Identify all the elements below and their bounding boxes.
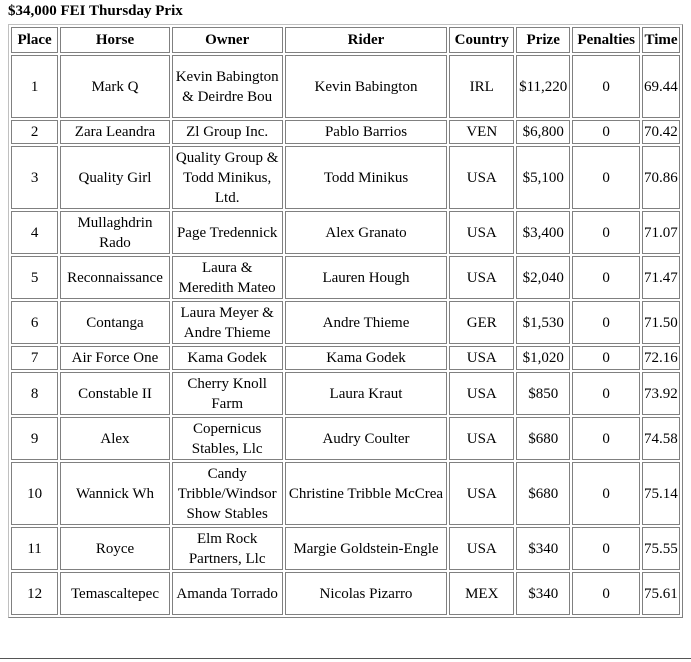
table-row xyxy=(11,346,680,370)
header-time: Time xyxy=(642,27,680,53)
cell-rider: Lauren Hough xyxy=(285,256,448,299)
cell-horse: Wannick Wh xyxy=(60,462,170,525)
cell-rider: Nicolas Pizarro xyxy=(285,572,448,615)
cell-horse: Air Force One xyxy=(60,346,170,370)
cell-horse: Zara Leandra xyxy=(60,120,170,144)
cell-place: 11 xyxy=(11,527,58,570)
cell-time: 71.50 xyxy=(642,301,680,344)
cell-country: USA xyxy=(449,527,514,570)
cell-country: USA xyxy=(449,372,514,415)
cell-penalties: 0 xyxy=(572,462,640,525)
cell-prize: $3,400 xyxy=(516,211,570,254)
cell-penalties: 0 xyxy=(572,527,640,570)
cell-penalties: 0 xyxy=(572,256,640,299)
cell-place: 3 xyxy=(11,146,58,209)
cell-country: USA xyxy=(449,417,514,460)
cell-horse: Mark Q xyxy=(60,55,170,118)
header-owner: Owner xyxy=(172,27,283,53)
cell-prize: $340 xyxy=(516,572,570,615)
header-horse: Horse xyxy=(60,27,170,53)
cell-prize: $2,040 xyxy=(516,256,570,299)
cell-place: 7 xyxy=(11,346,58,370)
cell-owner: Candy Tribble/Windsor Show Stables xyxy=(172,462,283,525)
header-country: Country xyxy=(449,27,514,53)
cell-country: USA xyxy=(449,256,514,299)
bottom-divider xyxy=(0,658,691,659)
cell-place: 1 xyxy=(11,55,58,118)
cell-owner: Laura Meyer & Andre Thieme xyxy=(172,301,283,344)
cell-time: 74.58 xyxy=(642,417,680,460)
cell-penalties: 0 xyxy=(572,572,640,615)
cell-owner: Quality Group & Todd Minikus, Ltd. xyxy=(172,146,283,209)
results-body xyxy=(11,55,680,615)
table-row xyxy=(11,146,680,209)
cell-rider: Alex Granato xyxy=(285,211,448,254)
cell-place: 8 xyxy=(11,372,58,415)
cell-time: 75.14 xyxy=(642,462,680,525)
cell-time: 71.07 xyxy=(642,211,680,254)
cell-country: USA xyxy=(449,146,514,209)
cell-owner: Amanda Torrado xyxy=(172,572,283,615)
cell-horse: Mullaghdrin Rado xyxy=(60,211,170,254)
cell-place: 2 xyxy=(11,120,58,144)
cell-place: 6 xyxy=(11,301,58,344)
table-row xyxy=(11,527,680,570)
table-row xyxy=(11,372,680,415)
cell-prize: $680 xyxy=(516,462,570,525)
table-row xyxy=(11,417,680,460)
cell-penalties: 0 xyxy=(572,346,640,370)
header-row xyxy=(11,27,680,53)
cell-rider: Pablo Barrios xyxy=(285,120,448,144)
cell-penalties: 0 xyxy=(572,120,640,144)
cell-horse: Royce xyxy=(60,527,170,570)
cell-penalties: 0 xyxy=(572,211,640,254)
header-penalties: Penalties xyxy=(572,27,640,53)
cell-place: 10 xyxy=(11,462,58,525)
table-row xyxy=(11,572,680,615)
header-place: Place xyxy=(11,27,58,53)
table-row xyxy=(11,120,680,144)
cell-prize: $5,100 xyxy=(516,146,570,209)
cell-penalties: 0 xyxy=(572,55,640,118)
cell-rider: Audry Coulter xyxy=(285,417,448,460)
cell-horse: Reconnaissance xyxy=(60,256,170,299)
cell-country: USA xyxy=(449,211,514,254)
header-rider: Rider xyxy=(285,27,448,53)
cell-time: 70.86 xyxy=(642,146,680,209)
cell-time: 72.16 xyxy=(642,346,680,370)
cell-rider: Laura Kraut xyxy=(285,372,448,415)
cell-time: 69.44 xyxy=(642,55,680,118)
cell-place: 4 xyxy=(11,211,58,254)
cell-prize: $1,020 xyxy=(516,346,570,370)
cell-rider: Kama Godek xyxy=(285,346,448,370)
cell-owner: Cherry Knoll Farm xyxy=(172,372,283,415)
cell-time: 73.92 xyxy=(642,372,680,415)
cell-owner: Elm Rock Partners, Llc xyxy=(172,527,283,570)
table-row xyxy=(11,55,680,118)
cell-place: 5 xyxy=(11,256,58,299)
table-caption: $34,000 FEI Thursday Prix xyxy=(8,3,183,19)
cell-owner: Zl Group Inc. xyxy=(172,120,283,144)
table-row xyxy=(11,256,680,299)
cell-time: 71.47 xyxy=(642,256,680,299)
cell-time: 75.55 xyxy=(642,527,680,570)
cell-rider: Todd Minikus xyxy=(285,146,448,209)
header-prize: Prize xyxy=(516,27,570,53)
cell-owner: Laura & Meredith Mateo xyxy=(172,256,283,299)
cell-penalties: 0 xyxy=(572,417,640,460)
cell-rider: Margie Goldstein-Engle xyxy=(285,527,448,570)
cell-time: 75.61 xyxy=(642,572,680,615)
cell-place: 12 xyxy=(11,572,58,615)
cell-country: USA xyxy=(449,346,514,370)
cell-prize: $340 xyxy=(516,527,570,570)
cell-penalties: 0 xyxy=(572,146,640,209)
table-row xyxy=(11,211,680,254)
table-row xyxy=(11,301,680,344)
cell-time: 70.42 xyxy=(642,120,680,144)
cell-penalties: 0 xyxy=(572,372,640,415)
cell-rider: Andre Thieme xyxy=(285,301,448,344)
cell-prize: $850 xyxy=(516,372,570,415)
cell-country: GER xyxy=(449,301,514,344)
cell-horse: Temascaltepec xyxy=(60,572,170,615)
cell-horse: Contanga xyxy=(60,301,170,344)
cell-country: MEX xyxy=(449,572,514,615)
cell-horse: Alex xyxy=(60,417,170,460)
cell-owner: Kama Godek xyxy=(172,346,283,370)
cell-country: IRL xyxy=(449,55,514,118)
cell-rider: Christine Tribble McCrea xyxy=(285,462,448,525)
cell-prize: $680 xyxy=(516,417,570,460)
results-table xyxy=(8,24,683,618)
table-row xyxy=(11,462,680,525)
cell-horse: Constable II xyxy=(60,372,170,415)
cell-owner: Copernicus Stables, Llc xyxy=(172,417,283,460)
cell-owner: Page Tredennick xyxy=(172,211,283,254)
cell-prize: $11,220 xyxy=(516,55,570,118)
cell-country: VEN xyxy=(449,120,514,144)
cell-place: 9 xyxy=(11,417,58,460)
cell-country: USA xyxy=(449,462,514,525)
cell-prize: $1,530 xyxy=(516,301,570,344)
cell-owner: Kevin Babington & Deirdre Bou xyxy=(172,55,283,118)
cell-penalties: 0 xyxy=(572,301,640,344)
cell-prize: $6,800 xyxy=(516,120,570,144)
cell-rider: Kevin Babington xyxy=(285,55,448,118)
cell-horse: Quality Girl xyxy=(60,146,170,209)
